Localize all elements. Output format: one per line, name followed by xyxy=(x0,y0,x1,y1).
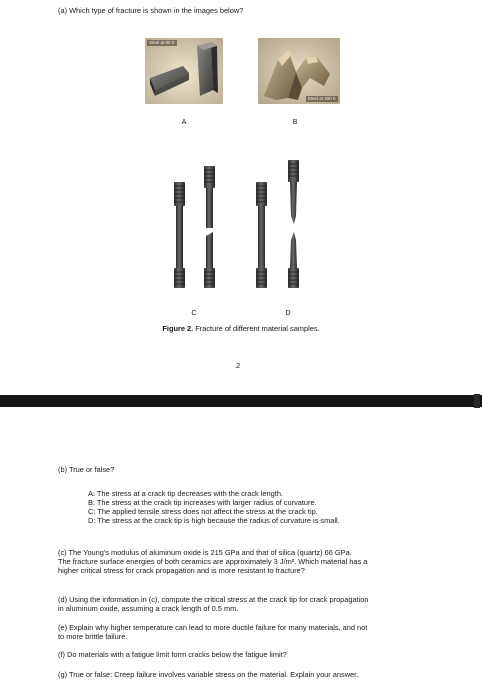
question-a: (a) Which type of fracture is shown in the images below? xyxy=(58,6,244,15)
figure-caption-prefix: Figure 2. xyxy=(162,324,194,333)
scroll-marker xyxy=(474,394,480,408)
question-b-item-a: A: The stress at a crack tip decreases with the crack length. xyxy=(88,489,283,498)
label-b: B xyxy=(292,117,298,126)
label-d: D xyxy=(285,308,291,317)
question-e-line-2: to more brittle failure. xyxy=(58,632,128,641)
question-b-item-d: D: The stress at the crack tip is high because the radius of curvature is small. xyxy=(88,516,340,525)
page-number: 2 xyxy=(236,361,241,370)
fracture-photo-a xyxy=(145,38,223,104)
page-break-divider xyxy=(0,395,482,407)
question-b-item-b: B: The stress at the crack tip increases with larger radius of curvature. xyxy=(88,498,317,507)
label-c: C xyxy=(191,308,197,317)
question-c-line-1: (c) The Young's modulus of aluminum oxide is 215 GPa and that of silica (quartz) 66 GPa. xyxy=(58,548,352,557)
question-e-line-1: (e) Explain why higher temperature can lead to more ductile failure for many materials, and not xyxy=(58,623,368,632)
figure-caption-text: Fracture of different material samples. xyxy=(193,324,320,333)
question-f: (f) Do materials with a fatigue limit form cracks below the fatigue limit? xyxy=(58,650,287,659)
label-a: A xyxy=(181,117,187,126)
question-c-line-3: higher critical stress for crack propagation and is more resistant to fracture? xyxy=(58,566,305,575)
question-d-line-2: in aluminum oxide, assuming a crack length of 0.5 mm. xyxy=(58,604,239,613)
photo-b-stamp: Steel at 300 K xyxy=(307,96,336,101)
tensile-specimens-image xyxy=(160,160,320,300)
photo-a-stamp: Steel at 80 K xyxy=(149,40,175,45)
question-b-prompt: (b) True or false? xyxy=(58,465,115,474)
fracture-photo-b xyxy=(258,38,340,104)
question-g: (g) True or false: Creep failure involves variable stress on the material. Explain your answer. xyxy=(58,670,359,679)
question-c-line-2: The fracture surface energies of both ceramics are approximately 3 J/m². Which material has a xyxy=(58,557,368,566)
figure-caption xyxy=(0,324,482,333)
question-d-line-1: (d) Using the information in (c), compute the critical stress at the crack tip for crack propagation xyxy=(58,595,369,604)
question-b-item-c: C: The applied tensile stress does not affect the stress at the crack tip. xyxy=(88,507,318,516)
